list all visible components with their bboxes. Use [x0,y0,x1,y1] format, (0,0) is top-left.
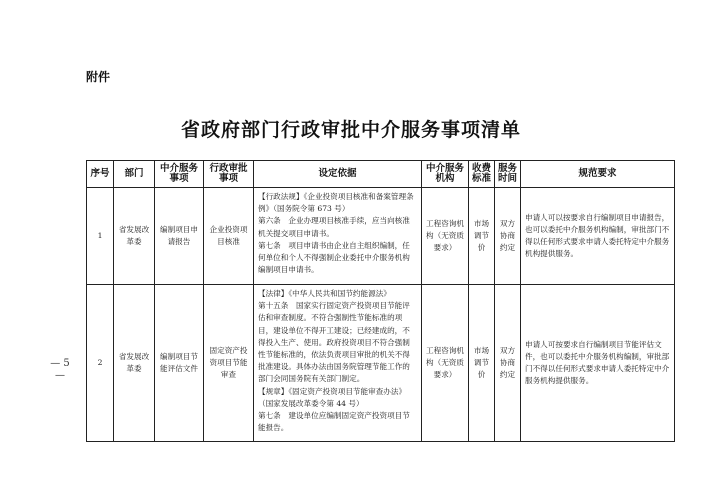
header-time: 服务时间 [495,161,521,188]
cell-time: 双方协商约定 [495,188,521,285]
basis-paragraph: 【法律】《中华人民共和国节约能源法》 [258,289,391,298]
header-fee: 收费标准 [469,161,495,188]
header-req: 规范要求 [521,161,675,188]
header-agency: 中介服务机构 [422,161,469,188]
header-service: 中介服务事项 [155,161,204,188]
page-number: — 5 — [50,358,70,381]
header-no: 序号 [87,161,114,188]
cell-fee: 市场调节价 [469,285,495,442]
basis-paragraph: 第七条 建设单位应编制固定资产投资项目节能报告。 [258,411,410,433]
cell-fee: 市场调节价 [469,188,495,285]
cell-agency: 工程咨询机构（无资质要求） [422,285,469,442]
cell-req: 申请人可按要求自行编制项目节能评估文件，也可以委托中介服务机构编制，审批部门不得以任何形式要求申请人委托特定中介服务机构提供服务。 [521,285,675,442]
basis-paragraph: 【行政法规】《企业投资项目核准和备案管理条例》（国务院令第 673 号） [258,192,414,214]
header-approval: 行政审批事项 [204,161,254,188]
basis-paragraph: 第六条 企业办理项目核准手续，应当向核准机关提交项目申请书。 [258,216,410,238]
table-row [87,188,675,285]
cell-agency: 工程咨询机构（无资质要求） [422,188,469,285]
cell-service: 编制项目申请报告 [155,188,204,285]
cell-req: 申请人可以按要求自行编制项目申请报告，也可以委托中介服务机构编制，审批部门不得以任何形式要求申请人委托特定中介服务机构提供服务。 [521,188,675,285]
cell-service: 编制项目节能评估文件 [155,285,204,442]
table-row [87,285,675,442]
cell-time: 双方协商约定 [495,285,521,442]
attachment-label: 附件 [86,70,111,84]
basis-paragraph: 【规章】《固定资产投资项目节能审查办法》（国家发展改革委令第 44 号） [258,386,407,408]
cell-no: 1 [87,188,114,285]
basis-paragraph: 第七条 项目申请书由企业自主组织编制，任何单位和个人不得强制企业委托中介服务机构编制项目申请书。 [258,240,410,275]
cell-dept: 省发展改革委 [114,188,155,285]
basis-paragraph: 第十五条 国家实行固定资产投资项目节能评估和审查制度。不符合强制性节能标准的项目，建设单位不得开工建设；已经建成的，不得投入生产、使用。政府投资项目不符合强制性节能标准的，依法负责项目审批的机关不得批准建设。具体办法由国务院管理节能工作的部门会同国务院有关部门制定。 [258,301,410,384]
cell-dept: 省发展改革委 [114,285,155,442]
cell-approval: 企业投资项目核准 [204,188,254,285]
cell-basis [254,188,422,285]
service-list-table [86,160,675,442]
document-title: 省政府部门行政审批中介服务事项清单 [180,119,521,141]
header-basis: 设定依据 [254,161,422,188]
table-header-row [87,161,675,188]
cell-approval: 固定资产投资项目节能审查 [204,285,254,442]
header-dept: 部门 [114,161,155,188]
cell-no: 2 [87,285,114,442]
cell-basis [254,285,422,442]
